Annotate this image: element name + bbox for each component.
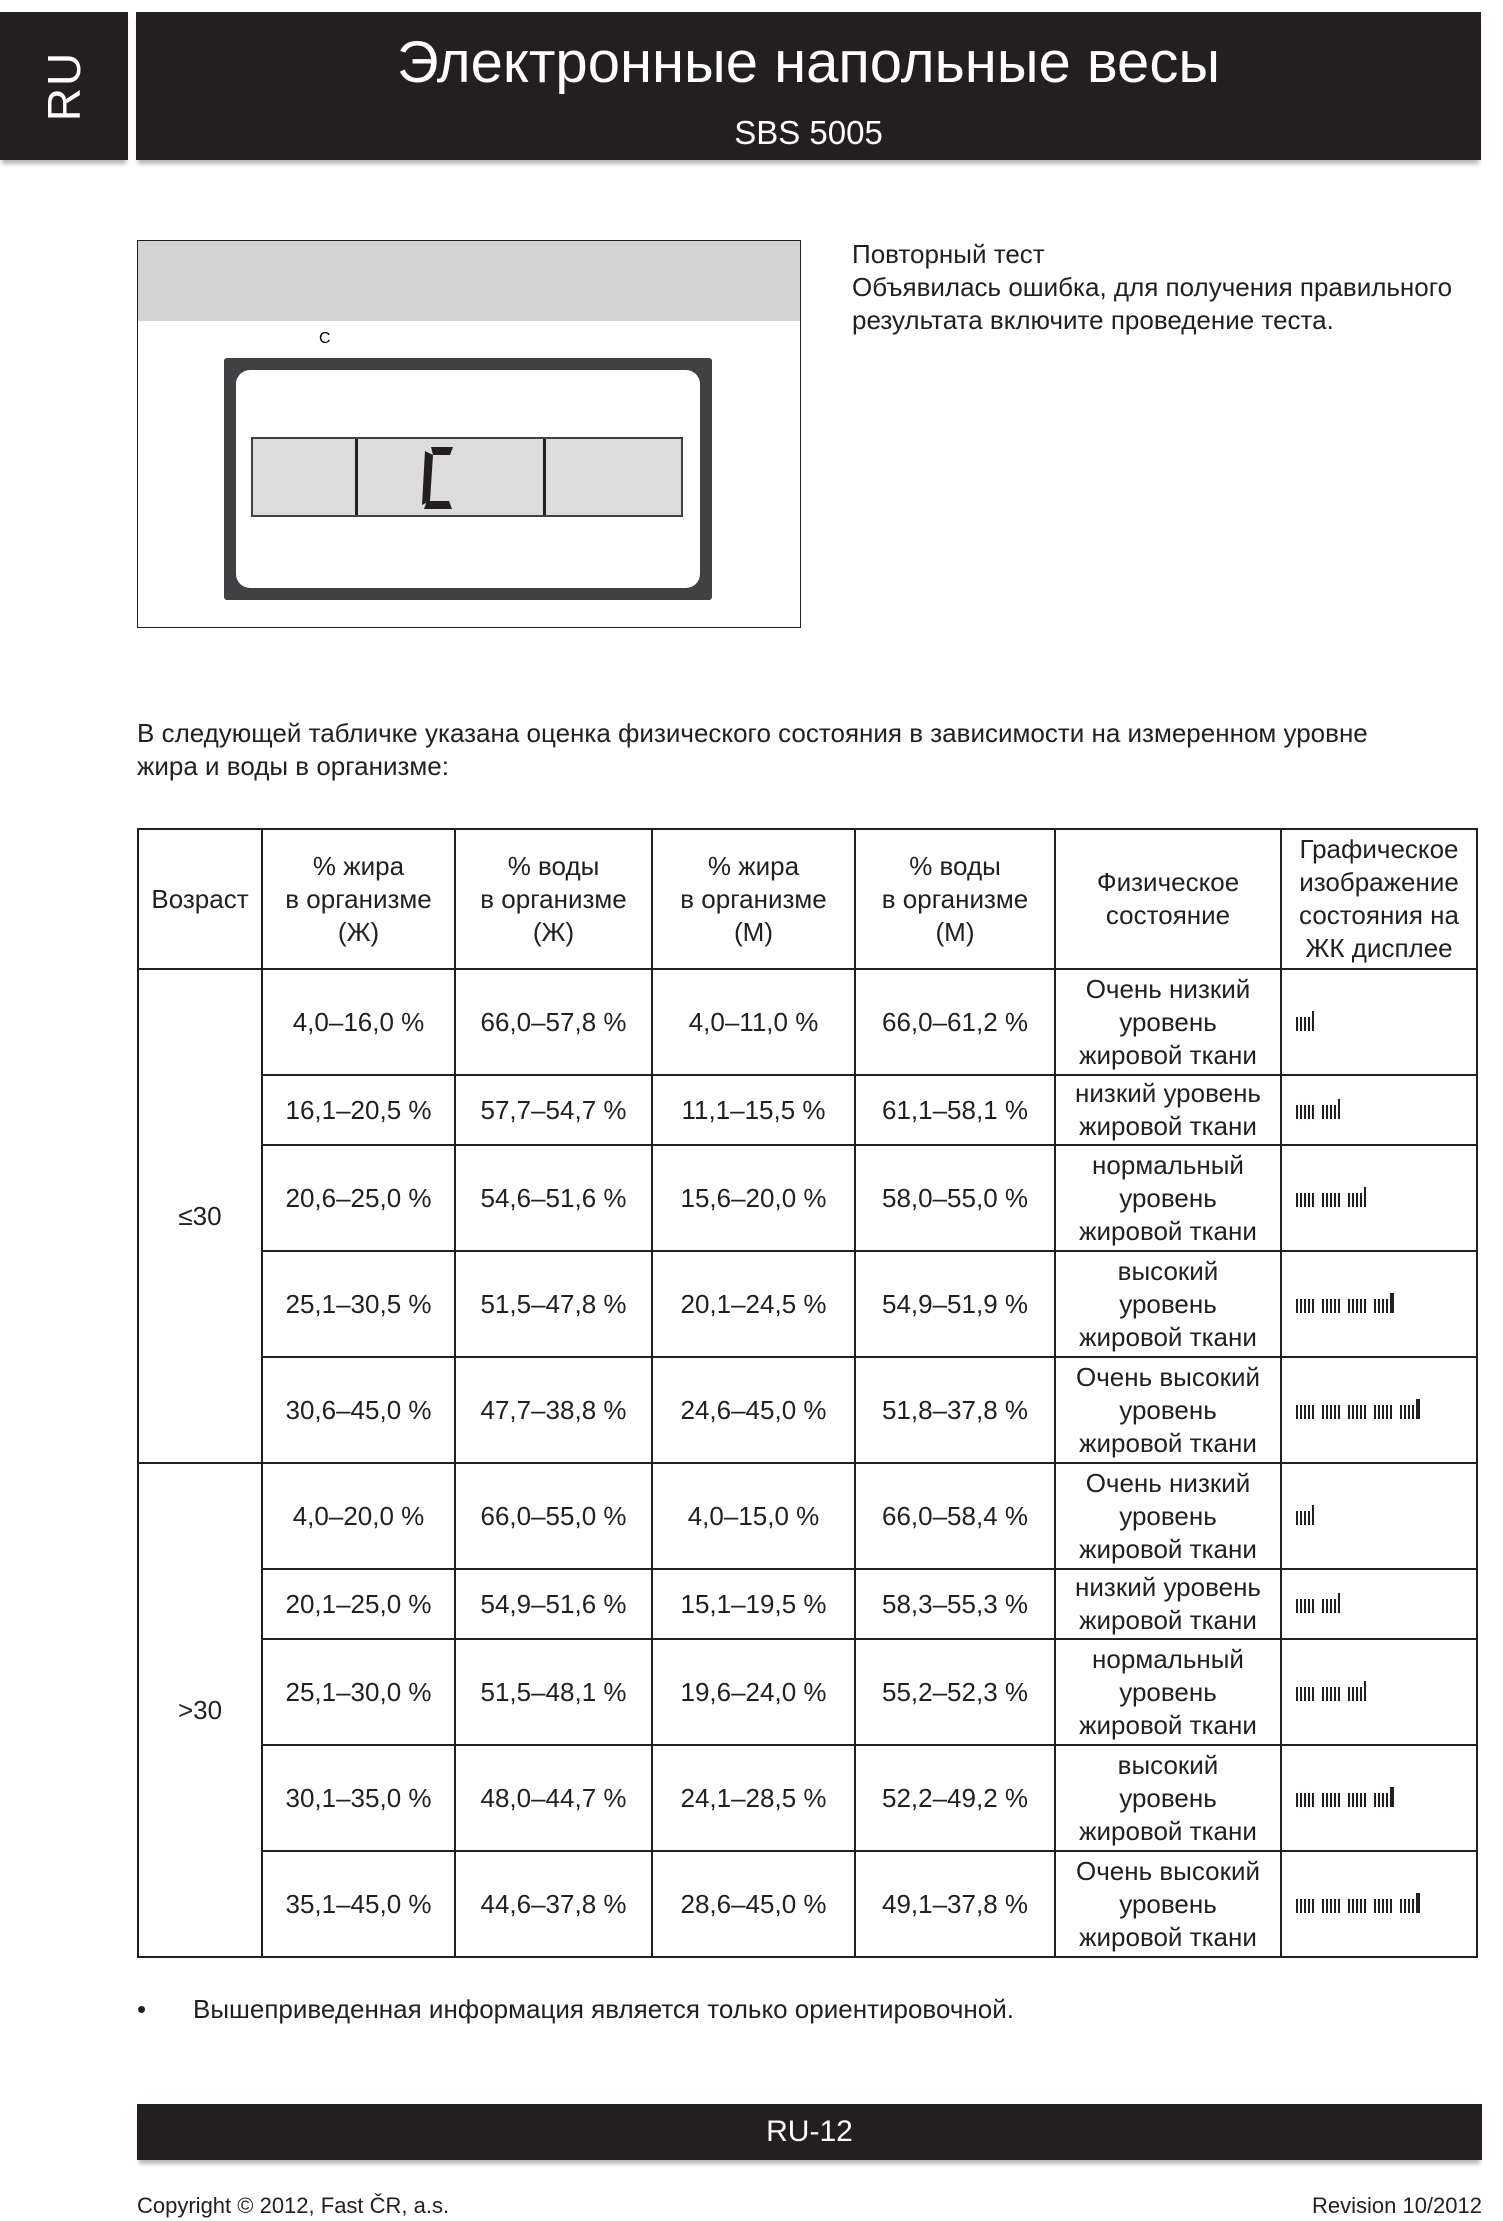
intro-line: жира и воды в организме: — [137, 751, 449, 781]
physical-state-cell — [1055, 1357, 1281, 1463]
physical-state-line: жировой ткани — [1079, 1533, 1257, 1564]
physical-state-cell — [1055, 969, 1281, 1075]
physical-state-line: уровень — [1119, 1676, 1217, 1707]
page-title: Электронные напольные весы — [396, 30, 1221, 95]
fat-female-cell: 25,1–30,5 % — [262, 1251, 455, 1357]
physical-state-line: жировой ткани — [1079, 1111, 1257, 1141]
physical-state-cell — [1055, 1745, 1281, 1851]
physical-state-line: жировой ткани — [1079, 1815, 1257, 1846]
physical-state-line: жировой ткани — [1079, 1039, 1257, 1070]
physical-state-line: Очень низкий — [1085, 1467, 1251, 1498]
physical-state-line: высокий — [1117, 1255, 1219, 1286]
intro-paragraph — [137, 717, 1482, 783]
age-group-cell: >30 — [138, 1463, 262, 1957]
fat-male-cell: 4,0–15,0 % — [652, 1463, 855, 1569]
physical-state-line: низкий уровень — [1075, 1078, 1261, 1108]
physical-state-line: нормальный — [1092, 1643, 1244, 1674]
language-code: RU — [38, 50, 90, 122]
physical-state-cell — [1055, 1075, 1281, 1145]
table-row — [138, 1851, 1477, 1957]
table-header-row — [138, 829, 1477, 969]
lcd-graphic-cell — [1281, 1075, 1477, 1145]
lcd-graphic-cell — [1281, 1463, 1477, 1569]
physical-state-line: жировой ткани — [1079, 1709, 1257, 1740]
lcd-graphic-cell — [1281, 1569, 1477, 1639]
fat-female-cell: 20,6–25,0 % — [262, 1145, 455, 1251]
table-row — [138, 1569, 1477, 1639]
lcd-level-indicator-icon — [1296, 1185, 1378, 1211]
header-fat-male: % жира в организме (М) — [652, 829, 855, 969]
retest-line: результата включите проведение теста. — [852, 305, 1334, 335]
table-row — [138, 1075, 1477, 1145]
lcd-screen — [251, 330, 683, 517]
header-lcd-graphic: Графическое изображение состояния на ЖК дисплее — [1281, 829, 1477, 969]
language-tab — [0, 12, 128, 160]
header-water-female: % воды в организме (Ж) — [455, 829, 652, 969]
lcd-graphic-cell — [1281, 969, 1477, 1075]
header-age: Возраст — [138, 829, 262, 969]
physical-state-cell — [1055, 1851, 1281, 1957]
lcd-divider — [355, 439, 358, 515]
water-female-cell: 66,0–57,8 % — [455, 969, 652, 1075]
fat-female-cell: 25,1–30,0 % — [262, 1639, 455, 1745]
physical-state-cell — [1055, 1463, 1281, 1569]
fat-male-cell: 11,1–15,5 % — [652, 1075, 855, 1145]
fat-female-cell: 20,1–25,0 % — [262, 1569, 455, 1639]
water-female-cell: 48,0–44,7 % — [455, 1745, 652, 1851]
bullet-icon: • — [137, 1994, 147, 2024]
note-text: Вышеприведенная информация является только ориентировочной. — [193, 1994, 1014, 2024]
water-female-cell: 57,7–54,7 % — [455, 1075, 652, 1145]
physical-state-line: уровень — [1119, 1182, 1217, 1213]
lcd-level-indicator-icon — [1296, 1591, 1352, 1617]
physical-state-line: жировой ткани — [1079, 1321, 1257, 1352]
copyright: Copyright © 2012, Fast ČR, a.s. — [137, 2193, 450, 2218]
physical-state-cell — [1055, 1569, 1281, 1639]
physical-state-line: Очень высокий — [1075, 1855, 1261, 1886]
header-bar — [136, 12, 1481, 160]
lcd-level-indicator-icon — [1296, 1291, 1404, 1317]
fat-female-cell: 4,0–16,0 % — [262, 969, 455, 1075]
fat-female-cell: 35,1–45,0 % — [262, 1851, 455, 1957]
fat-male-cell: 19,6–24,0 % — [652, 1639, 855, 1745]
fat-female-cell: 30,6–45,0 % — [262, 1357, 455, 1463]
page-number: RU-12 — [766, 2115, 853, 2148]
intro-line: В следующей табличке указана оценка физического состояния в зависимости на измеренном уровне — [137, 718, 1368, 748]
table-row — [138, 1463, 1477, 1569]
water-female-cell: 51,5–48,1 % — [455, 1639, 652, 1745]
water-male-cell: 51,8–37,8 % — [855, 1357, 1055, 1463]
fat-male-cell: 15,1–19,5 % — [652, 1569, 855, 1639]
retest-title: Повторный тест — [852, 239, 1045, 269]
water-male-cell: 58,0–55,0 % — [855, 1145, 1055, 1251]
body-composition-table — [137, 828, 1478, 1958]
fat-female-cell: 4,0–20,0 % — [262, 1463, 455, 1569]
lcd-graphic-cell — [1281, 1145, 1477, 1251]
physical-state-cell — [1055, 1639, 1281, 1745]
fat-male-cell: 15,6–20,0 % — [652, 1145, 855, 1251]
water-male-cell: 66,0–58,4 % — [855, 1463, 1055, 1569]
lcd-level-indicator-icon — [1296, 1785, 1404, 1811]
water-male-cell: 55,2–52,3 % — [855, 1639, 1055, 1745]
lcd-level-indicator-icon — [1296, 1503, 1326, 1529]
table-row — [138, 1639, 1477, 1745]
table-row — [138, 969, 1477, 1075]
header-fat-female: % жира в организме (Ж) — [262, 829, 455, 969]
page-number-bar — [137, 2104, 1482, 2160]
physical-state-line: уровень — [1119, 1006, 1217, 1037]
lcd-level-indicator-icon — [1296, 1097, 1352, 1123]
retest-line: Объявилась ошибка, для получения правильного — [852, 272, 1453, 302]
physical-state-line: жировой ткани — [1079, 1605, 1257, 1635]
fat-female-cell: 16,1–20,5 % — [262, 1075, 455, 1145]
lcd-level-indicator-icon — [1296, 1891, 1430, 1917]
physical-state-line: жировой ткани — [1079, 1215, 1257, 1246]
water-female-cell: 44,6–37,8 % — [455, 1851, 652, 1957]
table-row — [138, 1745, 1477, 1851]
water-female-cell: 54,6–51,6 % — [455, 1145, 652, 1251]
water-female-cell: 54,9–51,6 % — [455, 1569, 652, 1639]
water-male-cell: 49,1–37,8 % — [855, 1851, 1055, 1957]
physical-state-line: уровень — [1119, 1394, 1217, 1425]
water-male-cell: 52,2–49,2 % — [855, 1745, 1055, 1851]
age-group-cell: ≤30 — [138, 969, 262, 1463]
water-male-cell: 61,1–58,1 % — [855, 1075, 1055, 1145]
fat-female-cell: 30,1–35,0 % — [262, 1745, 455, 1851]
physical-state-line: Очень высокий — [1075, 1361, 1261, 1392]
physical-state-line: уровень — [1119, 1288, 1217, 1319]
lcd-c-glyph — [319, 330, 459, 513]
table-row — [138, 1251, 1477, 1357]
table-row — [138, 1145, 1477, 1251]
lcd-level-indicator-icon — [1296, 1397, 1430, 1423]
fat-male-cell: 24,6–45,0 % — [652, 1357, 855, 1463]
lcd-level-indicator-icon — [1296, 1679, 1378, 1705]
water-male-cell: 54,9–51,9 % — [855, 1251, 1055, 1357]
lcd-symbol: C — [319, 330, 331, 347]
header-physical-state: Физическое состояние — [1055, 829, 1281, 969]
lcd-level-indicator-icon — [1296, 1009, 1326, 1035]
physical-state-cell — [1055, 1145, 1281, 1251]
fat-male-cell: 20,1–24,5 % — [652, 1251, 855, 1357]
table-row — [138, 1357, 1477, 1463]
lcd-divider — [543, 439, 546, 515]
physical-state-cell — [1055, 1251, 1281, 1357]
water-female-cell: 66,0–55,0 % — [455, 1463, 652, 1569]
model-name: SBS 5005 — [734, 114, 883, 151]
physical-state-line: жировой ткани — [1079, 1921, 1257, 1952]
lcd-graphic-cell — [1281, 1639, 1477, 1745]
physical-state-line: высокий — [1117, 1749, 1219, 1780]
water-female-cell: 47,7–38,8 % — [455, 1357, 652, 1463]
header-water-male: % воды в организме (М) — [855, 829, 1055, 969]
physical-state-line: жировой ткани — [1079, 1427, 1257, 1458]
physical-state-line: уровень — [1119, 1888, 1217, 1919]
fat-male-cell: 28,6–45,0 % — [652, 1851, 855, 1957]
physical-state-line: Очень низкий — [1085, 973, 1251, 1004]
lcd-graphic-cell — [1281, 1251, 1477, 1357]
illustration-band — [138, 241, 800, 321]
revision: Revision 10/2012 — [1311, 2193, 1482, 2218]
physical-state-line: уровень — [1119, 1782, 1217, 1813]
fat-male-cell: 24,1–28,5 % — [652, 1745, 855, 1851]
water-male-cell: 66,0–61,2 % — [855, 969, 1055, 1075]
retest-description — [852, 238, 1492, 337]
physical-state-line: низкий уровень — [1075, 1572, 1261, 1602]
lcd-graphic-cell — [1281, 1851, 1477, 1957]
water-female-cell: 51,5–47,8 % — [455, 1251, 652, 1357]
lcd-graphic-cell — [1281, 1745, 1477, 1851]
physical-state-line: уровень — [1119, 1500, 1217, 1531]
physical-state-line: нормальный — [1092, 1149, 1244, 1180]
lcd-graphic-cell — [1281, 1357, 1477, 1463]
fat-male-cell: 4,0–11,0 % — [652, 969, 855, 1075]
water-male-cell: 58,3–55,3 % — [855, 1569, 1055, 1639]
